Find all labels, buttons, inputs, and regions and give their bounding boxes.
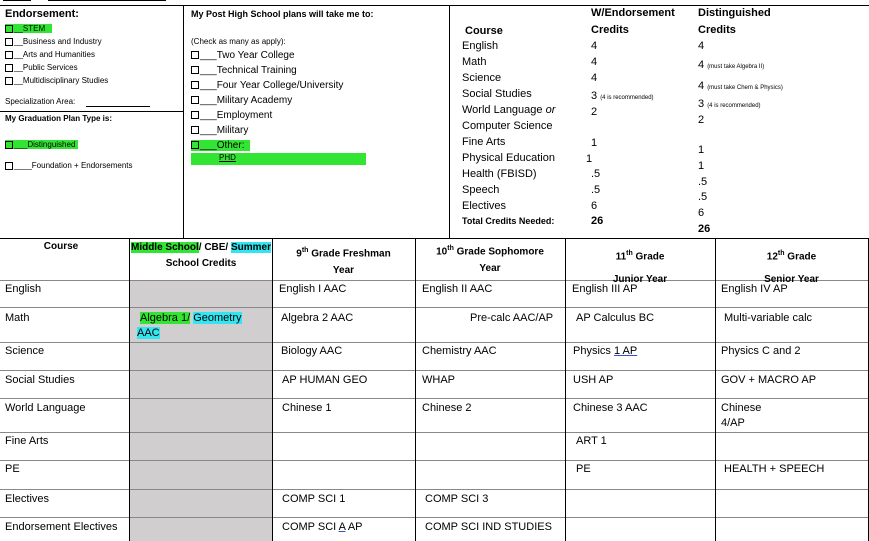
plan-other-field[interactable] <box>191 153 366 165</box>
w-credit: 4 <box>591 56 598 68</box>
plan-item-four-year[interactable]: ___Four Year College/University <box>191 80 343 91</box>
d-credit <box>698 59 764 71</box>
w-credit: 1 <box>586 153 593 165</box>
endorsement-item-multi[interactable]: __Multidisciplinary Studies <box>5 76 108 85</box>
header-year: Junior Year <box>612 274 668 286</box>
w-credit-note: (4 is recommended) <box>600 95 654 101</box>
grid-cell-10th[interactable]: COMP SCI IND STUDIES <box>425 521 552 533</box>
endorsement-item-label: Arts and Humanities <box>22 50 95 59</box>
checkbox-icon[interactable] <box>5 38 13 46</box>
plans-title: My Post High School plans will take me to: <box>191 9 374 19</box>
ms-math-part1: Algebra 1/ <box>140 312 191 324</box>
credit-course-name: Science <box>462 72 502 84</box>
checkbox-icon[interactable] <box>5 77 13 85</box>
grid-cell-10th[interactable]: English II AAC <box>422 283 493 295</box>
cell-text: Physics <box>573 345 614 357</box>
d-credit: 2 <box>698 114 705 126</box>
d-credit: 1 <box>698 144 705 156</box>
plan-item-technical[interactable]: ___Technical Training <box>191 65 297 76</box>
checkbox-icon[interactable] <box>5 51 13 59</box>
divider-v2 <box>449 5 450 238</box>
col-distinguished-sub: Credits <box>698 24 736 36</box>
checkbox-icon[interactable] <box>191 51 199 59</box>
header-ms-part1: Middle School <box>130 242 199 253</box>
grid-course: Math <box>5 312 30 324</box>
divider-v1 <box>183 5 184 238</box>
grid-h-top <box>0 238 869 239</box>
grid-h-line <box>0 370 869 371</box>
d-credit-note: (must take Chem & Physics) <box>707 85 783 91</box>
grid-cell-11th[interactable]: English III AP <box>572 283 638 295</box>
grid-h-line <box>0 398 869 399</box>
ms-math-part2: Geometry <box>193 312 242 324</box>
w-credit: .5 <box>591 184 601 196</box>
grid-cell-10th[interactable]: Pre-calc AAC/AP <box>470 312 554 324</box>
plan-item-label: Two Year College <box>216 50 295 61</box>
w-credit-value: 3 <box>591 90 598 102</box>
grid-cell-9th[interactable]: COMP SCI 1 <box>282 493 346 505</box>
grid-course: Science <box>5 345 45 357</box>
endorsement-item-label: STEM <box>22 24 46 33</box>
total-d: 26 <box>698 223 711 235</box>
endorsement-item-label: Multidisciplinary Studies <box>22 76 109 85</box>
grid-cell-11th[interactable]: ART 1 <box>576 435 607 447</box>
checkbox-icon[interactable] <box>191 111 199 119</box>
grid-cell-12th[interactable]: English IV AP <box>721 283 788 295</box>
header-year: Year <box>479 263 501 275</box>
plan-type-title: My Graduation Plan Type is: <box>5 114 112 123</box>
grid-v-line <box>129 238 130 541</box>
endorsement-divider <box>0 111 183 112</box>
checkbox-icon[interactable] <box>5 25 13 33</box>
d-credit-value: 3 <box>698 98 705 110</box>
grid-cell-9th[interactable]: Biology AAC <box>281 345 343 357</box>
col-w-endorsement-sub: Credits <box>591 24 629 36</box>
grid-cell-11th[interactable] <box>573 345 637 357</box>
grid-cell-11th[interactable]: Chinese 3 AAC <box>573 402 648 414</box>
header-sup: th <box>447 245 454 252</box>
header-ms-part3: Summer <box>231 242 272 253</box>
grid-v-line <box>415 238 416 541</box>
credit-course-name: Fine Arts <box>462 136 506 148</box>
grid-v-line <box>272 238 273 541</box>
checkbox-icon[interactable] <box>191 81 199 89</box>
grid-cell-9th[interactable]: English I AAC <box>279 283 347 295</box>
grid-header-middle-school <box>130 240 272 272</box>
d-credit: .5 <box>698 176 708 188</box>
grid-h-line <box>0 460 869 461</box>
col-course: Course <box>465 25 503 37</box>
d-credit: .5 <box>698 191 708 203</box>
w-credit: 4 <box>591 72 598 84</box>
specialization-field[interactable] <box>86 106 150 107</box>
credit-course-name: Math <box>462 56 487 68</box>
plan-type-label: Distinguished <box>27 140 76 149</box>
col-distinguished: Distinguished <box>698 7 771 19</box>
d-credit-note: (4 is recommended) <box>707 103 761 109</box>
d-credit <box>698 80 783 92</box>
top-stub-2 <box>48 0 166 1</box>
credit-course-or: or <box>545 104 556 116</box>
checkbox-icon[interactable] <box>191 126 199 134</box>
plan-other-value: PHD <box>219 153 236 162</box>
grid-cell-10th[interactable]: Chinese 2 <box>422 402 472 414</box>
grid-cell-12th[interactable] <box>721 401 761 431</box>
plan-item-label: Other: <box>216 140 245 151</box>
d-credit: 4 <box>698 40 705 52</box>
credit-course-name: Speech <box>462 184 500 196</box>
grid-cell-11th[interactable]: PE <box>576 463 591 475</box>
grid-cell-12th[interactable]: Multi-variable calc <box>724 312 813 324</box>
credit-course-name: Health (FBISD) <box>462 168 537 180</box>
d-credit-value: 4 <box>698 59 705 71</box>
grid-cell-9th[interactable]: Chinese 1 <box>282 402 332 414</box>
cell-line1: Chinese <box>721 402 762 414</box>
header-sup: th <box>626 250 633 257</box>
grid-h-line <box>0 517 869 518</box>
header-ms-part4: School Credits <box>165 258 237 269</box>
endorsement-item-public[interactable]: __Public Services <box>5 63 78 72</box>
plan-type-distinguished[interactable]: ___Distinguished <box>5 140 78 149</box>
plan-type-label: Foundation + Endorsements <box>31 161 133 170</box>
w-credit: 2 <box>591 106 598 118</box>
header-text: Grade Freshman <box>308 248 391 260</box>
grid-course: Fine Arts <box>5 435 49 447</box>
w-credit <box>591 90 654 102</box>
endorsement-item-business[interactable]: __Business and Industry <box>5 37 102 46</box>
grid-cell-11th[interactable]: USH AP <box>573 374 614 386</box>
cell-text: AP <box>345 521 363 533</box>
credit-course-name: Physical Education <box>462 152 555 164</box>
header-year: Senior Year <box>764 274 819 286</box>
grid-cell-9th[interactable]: AP HUMAN GEO <box>282 374 368 386</box>
cell-text: COMP SCI <box>282 521 339 533</box>
endorsement-item-label: Public Services <box>22 63 78 72</box>
header-num: 12 <box>766 251 778 263</box>
credit-course-name: Electives <box>462 200 507 212</box>
cell-text-underlined: A <box>338 521 346 533</box>
plan-item-two-year[interactable]: ___Two Year College <box>191 50 295 61</box>
checkbox-icon[interactable] <box>5 64 13 72</box>
checkbox-icon[interactable] <box>191 96 199 104</box>
header-year: Year <box>332 265 355 277</box>
d-credit-value: 4 <box>698 80 705 92</box>
checkbox-icon[interactable] <box>191 141 199 149</box>
header-sup: th <box>301 247 309 254</box>
grid-cell-10th[interactable]: COMP SCI 3 <box>425 493 489 505</box>
plan-item-label: Military <box>216 125 249 136</box>
header-num: 10 <box>436 246 448 258</box>
header-text: Grade Sophomore <box>453 246 544 258</box>
plan-item-military[interactable]: ___Military <box>191 125 248 136</box>
top-border <box>0 5 869 6</box>
grid-cell-9th[interactable]: Algebra 2 AAC <box>281 312 354 324</box>
grid-course: Endorsement Electives <box>5 521 118 533</box>
endorsement-item-stem[interactable]: __STEM <box>5 24 52 33</box>
grid-cell-12th[interactable]: Physics C and 2 <box>721 345 801 357</box>
credit-course-text: World Language <box>462 104 543 116</box>
plan-item-other[interactable]: ___Other: <box>191 140 250 151</box>
grid-course: Electives <box>5 493 50 505</box>
top-stub-1 <box>3 0 31 1</box>
grid-cell-12th[interactable]: GOV + MACRO AP <box>721 374 817 386</box>
d-credit: 1 <box>698 160 705 172</box>
endorsement-title: Endorsement: <box>5 8 79 20</box>
grid-header-10th <box>415 240 565 277</box>
grid-h-line <box>0 432 869 433</box>
grid-header-course: Course <box>43 241 79 252</box>
plan-item-label: Four Year College/University <box>216 80 344 91</box>
grid-h-line <box>0 342 869 343</box>
w-credit: 6 <box>591 200 598 212</box>
grid-header-9th <box>272 242 415 279</box>
plan-item-military-academy[interactable]: ___Military Academy <box>191 95 292 106</box>
grid-cell-10th[interactable]: WHAP <box>422 374 455 386</box>
grid-course: Social Studies <box>5 374 75 386</box>
credit-course-name <box>462 104 555 116</box>
credit-course-name: English <box>462 40 499 52</box>
grid-course: World Language <box>5 402 86 414</box>
grid-h-line <box>0 307 869 308</box>
grid-h-line <box>0 489 869 490</box>
header-sup: th <box>777 250 785 257</box>
w-credit: 4 <box>591 40 598 52</box>
plan-item-employment[interactable]: ___Employment <box>191 110 272 121</box>
plan-type-foundation[interactable]: ____Foundation + Endorsements <box>5 161 133 170</box>
grid-cell-12th[interactable]: HEALTH + SPEECH <box>724 463 825 475</box>
grid-cell-10th[interactable]: Chemistry AAC <box>422 345 497 357</box>
specialization-label: Specialization Area: <box>5 97 76 106</box>
plan-item-label: Technical Training <box>216 65 297 76</box>
header-num: 11 <box>615 251 627 263</box>
grid-cell-11th[interactable]: AP Calculus BC <box>576 312 655 324</box>
ms-math-part3: AAC <box>137 327 160 339</box>
total-w: 26 <box>591 215 604 227</box>
grid-cell-middle-school[interactable] <box>137 311 242 341</box>
d-credit: 6 <box>698 207 705 219</box>
header-text: Grade <box>784 251 817 263</box>
w-credit: 1 <box>591 137 598 149</box>
col-w-endorsement: W/Endorsement <box>591 7 675 19</box>
header-ms-part2: / CBE/ <box>198 242 231 253</box>
cell-text-underlined: 1 AP <box>613 345 638 357</box>
plan-item-label: Military Academy <box>216 95 293 106</box>
cell-line2: 4/AP <box>721 417 745 429</box>
checkbox-icon[interactable] <box>191 66 199 74</box>
d-credit <box>698 98 761 110</box>
endorsement-item-label: Business and Industry <box>22 37 102 46</box>
grid-course: PE <box>5 463 20 475</box>
plans-subtitle: (Check as many as apply): <box>191 37 286 46</box>
header-text: Grade <box>632 251 665 263</box>
endorsement-item-arts[interactable]: __Arts and Humanities <box>5 50 95 59</box>
grid-cell-9th[interactable] <box>282 521 363 533</box>
grid-course: English <box>5 283 42 295</box>
credit-course-name: Social Studies <box>462 88 532 100</box>
total-credits-label: Total Credits Needed: <box>462 216 555 226</box>
checkbox-icon[interactable] <box>5 162 13 170</box>
checkbox-icon[interactable] <box>5 141 13 149</box>
credit-course-name: Computer Science <box>462 120 553 132</box>
header-num: 9 <box>296 248 302 260</box>
plan-item-label: Employment <box>216 110 273 121</box>
d-credit-note: (must take Algebra II) <box>707 64 765 70</box>
w-credit: .5 <box>591 168 601 180</box>
